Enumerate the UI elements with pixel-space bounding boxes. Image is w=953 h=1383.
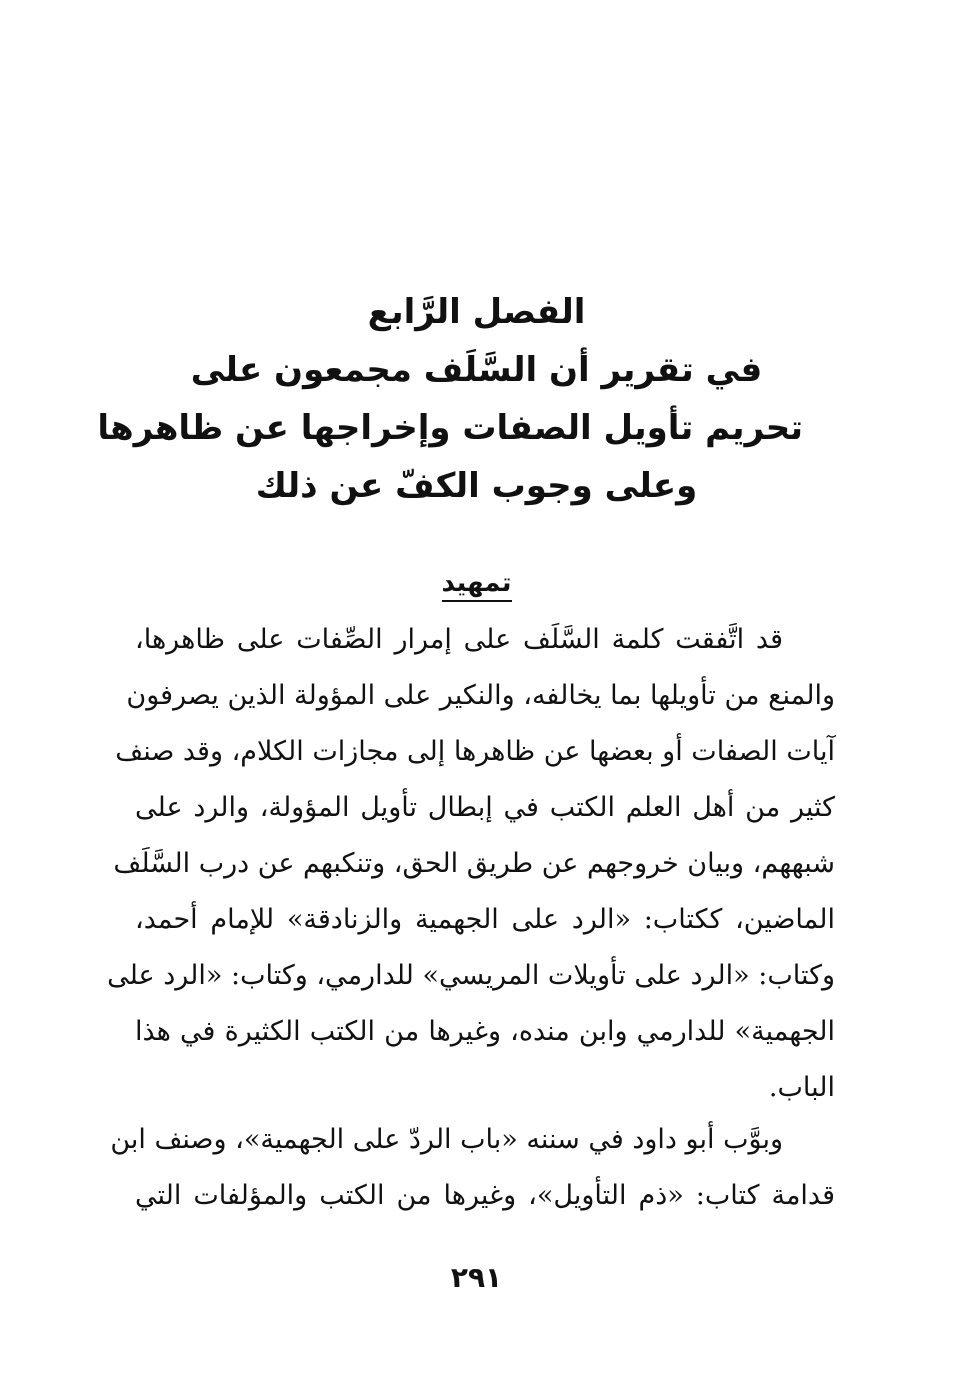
paragraph — [110, 1112, 835, 1224]
chapter-heading-line: تحريم تأويل الصفات وإخراجها عن ظاهرها — [97, 408, 803, 448]
chapter-heading-line: وعلى وجوب الكفّ عن ذلك — [255, 466, 698, 506]
paragraph-line: قد اتَّفقت كلمة السَّلَف على إمرار الصِّفات على ظاهرها، — [135, 624, 783, 655]
paragraph-line: وكتاب: «الرد على تأويلات المريسي» للدارمي، وكتاب: «الرد على — [107, 960, 835, 991]
paragraph-line: آيات الصفات أو بعضها عن ظاهرها إلى مجازات الكلام، وقد صنف — [115, 736, 835, 767]
page-number: ٢٩١ — [450, 1261, 503, 1294]
paragraph-line: وبوَّب أبو داود في سننه «باب الردّ على الجهمية»، وصنف ابن — [110, 1124, 783, 1155]
chapter-heading — [97, 283, 803, 515]
chapter-heading-line: في تقرير أن السَّلَف مجمعون على — [190, 350, 763, 390]
chapter-heading-line: الفصل الرَّابع — [367, 292, 586, 332]
paragraph-line: والمنع من تأويلها بما يخالفه، والنكير على المؤولة الذين يصرفون — [126, 680, 835, 711]
paragraph — [107, 612, 835, 1116]
paragraph-line: الماضين، ككتاب: «الرد على الجهمية والزنادقة» للإمام أحمد، — [135, 904, 835, 935]
paragraph-line: الجهمية» للدارمي وابن منده، وغيرها من الكتب الكثيرة في هذا — [135, 1016, 835, 1047]
paragraph-line: كثير من أهل العلم الكتب في إبطال تأويل المؤولة، والرد على — [135, 792, 835, 823]
section-title-text: تمهيد — [442, 568, 512, 602]
paragraph-line: الباب. — [768, 1072, 835, 1103]
paragraph-line: قدامة كتاب: «ذم التأويل»، وغيرها من الكتب والمؤلفات التي — [135, 1180, 835, 1211]
section-title — [0, 563, 953, 603]
paragraph-line: شبههم، وبيان خروجهم عن طريق الحق، وتنكبهم عن درب السَّلَف — [113, 848, 835, 879]
